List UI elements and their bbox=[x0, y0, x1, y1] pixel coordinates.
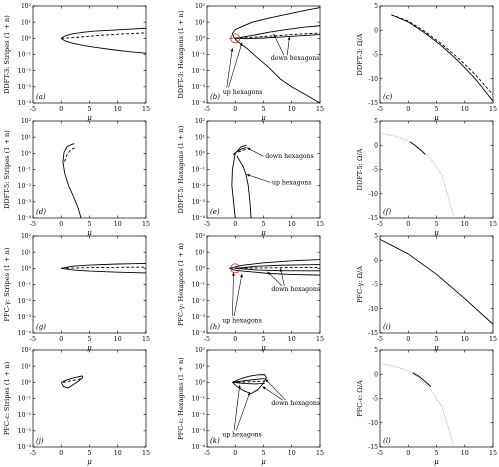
y-tick-label: -10 bbox=[368, 75, 378, 83]
y-tick-label: 0 bbox=[374, 27, 378, 35]
x-tick-label: 0 bbox=[406, 106, 411, 113]
series-group bbox=[61, 263, 146, 272]
y-tick-label: 10² bbox=[194, 233, 205, 241]
x-tick-label: 0 bbox=[59, 221, 64, 228]
y-tick-label: -5 bbox=[372, 395, 378, 403]
chart-panel-l bbox=[356, 347, 497, 466]
x-tick-label: 15 bbox=[141, 221, 151, 228]
y-tick-label: 10¹ bbox=[20, 134, 31, 142]
x-tick-label: 10 bbox=[113, 106, 122, 113]
x-axis-label: μ bbox=[261, 344, 266, 352]
x-tick-label: 10 bbox=[460, 221, 469, 228]
chart-panel-h bbox=[177, 233, 325, 355]
y-tick-label: 10⁻¹ bbox=[191, 281, 205, 289]
annotation-label: up hexagons bbox=[222, 89, 263, 97]
series-line-2 bbox=[413, 373, 431, 387]
series-line-1 bbox=[380, 133, 453, 215]
y-axis-label: PFC-γ: Stripes (1 + n) bbox=[3, 247, 11, 322]
y-tick-label: -15 bbox=[368, 444, 378, 452]
y-tick-label: 10² bbox=[20, 347, 31, 355]
chart-panel-g bbox=[3, 233, 151, 355]
x-tick-label: -5 bbox=[29, 106, 37, 113]
series-group bbox=[61, 28, 146, 53]
y-axis-label: DDFT-5: Ω/A bbox=[356, 148, 364, 191]
y-tick-label: -15 bbox=[368, 100, 378, 108]
y-axis-label: PFC-γ: Ω/A bbox=[356, 266, 364, 303]
annotation-arrow bbox=[265, 379, 285, 400]
series-group bbox=[380, 364, 453, 445]
series-group bbox=[230, 260, 320, 276]
y-tick-label: 10² bbox=[20, 118, 31, 126]
panel-label: (e) bbox=[210, 208, 220, 216]
series-group bbox=[63, 144, 81, 218]
x-axis-label: μ bbox=[87, 229, 92, 237]
panel-label: (l) bbox=[383, 437, 391, 445]
x-tick-label: 0 bbox=[59, 450, 64, 457]
chart-panel-f bbox=[356, 118, 497, 237]
x-tick-label: 15 bbox=[315, 221, 325, 228]
plot-frame bbox=[380, 121, 493, 218]
y-tick-label: 10⁻⁴ bbox=[191, 444, 205, 452]
series-line-1 bbox=[380, 239, 493, 324]
y-tick-label: 10⁻⁴ bbox=[191, 100, 205, 108]
plot-frame bbox=[33, 6, 146, 103]
y-tick-label: 10⁻⁴ bbox=[17, 444, 31, 452]
series-group bbox=[232, 375, 266, 394]
y-tick-label: 10⁻³ bbox=[191, 314, 205, 322]
y-tick-label: -15 bbox=[368, 215, 378, 223]
y-tick-label: -5 bbox=[372, 281, 378, 289]
y-tick-label: -15 bbox=[368, 330, 378, 338]
panel-label: (d) bbox=[36, 208, 46, 216]
y-axis-label: DDFT-3: Stripes (1 + n) bbox=[3, 15, 11, 94]
x-tick-label: 15 bbox=[488, 221, 498, 228]
y-tick-label: 10⁰ bbox=[20, 265, 31, 273]
annotation-label: down hexagons bbox=[271, 285, 321, 293]
y-tick-label: 10⁻² bbox=[17, 182, 31, 190]
x-tick-label: 5 bbox=[261, 336, 266, 343]
series-line-3 bbox=[232, 382, 264, 384]
x-tick-label: 15 bbox=[141, 450, 151, 457]
annotation-label: up hexagons bbox=[222, 431, 262, 439]
x-tick-label: -5 bbox=[376, 106, 384, 113]
annotation-label: up hexagons bbox=[222, 317, 262, 325]
annotation-arrow bbox=[227, 48, 233, 88]
annotation-arrow bbox=[247, 174, 271, 182]
y-tick-label: 10² bbox=[194, 118, 205, 126]
x-axis-label: μ bbox=[87, 114, 92, 122]
series-line-1 bbox=[380, 364, 453, 445]
y-tick-label: 10² bbox=[194, 3, 205, 11]
x-tick-label: -5 bbox=[203, 336, 211, 343]
chart-panel-i bbox=[356, 233, 498, 355]
y-tick-label: 10⁻⁴ bbox=[191, 330, 205, 338]
y-tick-label: 10⁻³ bbox=[191, 428, 205, 436]
chart-panel-e bbox=[177, 118, 324, 237]
x-tick-label: 15 bbox=[315, 450, 325, 457]
x-tick-label: 5 bbox=[87, 336, 92, 343]
arrow-head bbox=[238, 385, 241, 388]
x-axis-label: μ bbox=[434, 344, 439, 352]
x-tick-label: 0 bbox=[406, 450, 411, 457]
series-line-3 bbox=[235, 268, 320, 271]
y-tick-label: 0 bbox=[374, 142, 378, 150]
y-tick-label: 10⁻² bbox=[17, 67, 31, 75]
x-tick-label: 5 bbox=[434, 221, 439, 228]
plot-frame bbox=[33, 121, 146, 218]
y-tick-label: 10⁻⁴ bbox=[17, 215, 31, 223]
x-tick-label: 5 bbox=[261, 106, 266, 113]
annotation-label: down hexagons bbox=[271, 399, 321, 407]
y-tick-label: 10⁻¹ bbox=[17, 166, 31, 174]
y-tick-label: -10 bbox=[368, 190, 378, 198]
x-tick-label: 5 bbox=[434, 106, 439, 113]
y-tick-label: 10⁻¹ bbox=[191, 51, 205, 59]
y-tick-label: 5 bbox=[374, 3, 378, 11]
chart-panel-c bbox=[356, 3, 497, 122]
x-axis-label: μ bbox=[434, 229, 439, 237]
arrow-head bbox=[247, 174, 250, 177]
y-tick-label: 10⁻² bbox=[191, 67, 205, 75]
chart-panel-a bbox=[3, 3, 150, 122]
y-tick-label: 10¹ bbox=[194, 19, 205, 27]
series-line-2 bbox=[65, 148, 75, 162]
annotation-arrow bbox=[232, 273, 233, 317]
y-axis-label: PFC-γ: Hexagons (1 + n) bbox=[177, 242, 185, 327]
y-tick-label: 10⁻⁴ bbox=[17, 330, 31, 338]
y-tick-label: 10¹ bbox=[20, 19, 31, 27]
x-tick-label: 15 bbox=[315, 336, 325, 343]
series-group bbox=[391, 15, 493, 101]
y-tick-label: 10⁻³ bbox=[191, 84, 205, 92]
x-axis-label: μ bbox=[434, 114, 439, 122]
x-tick-label: 10 bbox=[113, 221, 122, 228]
panel-label: (c) bbox=[383, 93, 393, 101]
x-tick-label: 10 bbox=[460, 336, 469, 343]
chart-panel-k bbox=[177, 347, 324, 466]
y-tick-label: 5 bbox=[374, 233, 378, 241]
x-tick-label: 15 bbox=[488, 106, 498, 113]
x-axis-label: μ bbox=[261, 229, 266, 237]
y-tick-label: 10¹ bbox=[20, 363, 31, 371]
panel-label: (k) bbox=[210, 437, 220, 445]
plot-frame bbox=[33, 350, 146, 447]
annotation-arrow bbox=[234, 274, 242, 316]
plot-frame bbox=[380, 236, 493, 333]
x-tick-label: -5 bbox=[203, 106, 211, 113]
y-tick-label: 10¹ bbox=[194, 134, 205, 142]
y-tick-label: 10⁰ bbox=[194, 379, 205, 387]
y-tick-label: 10¹ bbox=[20, 249, 31, 257]
x-axis-label: μ bbox=[87, 344, 92, 352]
arrow-head bbox=[240, 274, 243, 277]
x-tick-label: 5 bbox=[261, 221, 266, 228]
y-tick-label: 10⁻² bbox=[191, 182, 205, 190]
y-tick-label: 10⁻² bbox=[17, 297, 31, 305]
x-tick-label: 5 bbox=[261, 450, 266, 457]
series-group bbox=[232, 145, 251, 218]
y-tick-label: 10⁰ bbox=[20, 35, 31, 43]
annotation-label: down hexagons bbox=[270, 55, 320, 63]
y-tick-label: 10⁻³ bbox=[17, 199, 31, 207]
x-tick-label: 10 bbox=[287, 450, 296, 457]
series-line-1 bbox=[232, 145, 247, 218]
y-tick-label: 10⁻³ bbox=[17, 84, 31, 92]
chart-panel-d bbox=[3, 118, 150, 237]
y-tick-label: 10⁻² bbox=[191, 411, 205, 419]
arrow-head bbox=[262, 387, 265, 390]
panel-label: (b) bbox=[210, 93, 220, 101]
x-tick-label: -5 bbox=[376, 221, 384, 228]
x-tick-label: 0 bbox=[59, 106, 64, 113]
y-tick-label: 10⁰ bbox=[20, 379, 31, 387]
y-tick-label: 5 bbox=[374, 347, 378, 355]
x-tick-label: 10 bbox=[287, 336, 296, 343]
plot-frame bbox=[33, 236, 146, 333]
y-tick-label: -10 bbox=[368, 305, 378, 313]
series-line-2 bbox=[391, 15, 493, 95]
series-line-2 bbox=[237, 156, 251, 218]
plot-frame bbox=[380, 6, 493, 103]
annotation-label: up hexagons bbox=[271, 179, 312, 187]
x-tick-label: 0 bbox=[233, 450, 238, 457]
y-tick-label: 10⁰ bbox=[194, 35, 205, 43]
panel-label: (i) bbox=[383, 323, 391, 331]
y-axis-label: DDFT-3: Ω/A bbox=[356, 33, 364, 76]
y-tick-label: 10⁻⁴ bbox=[17, 100, 31, 108]
x-tick-label: 15 bbox=[488, 450, 498, 457]
y-tick-label: 10¹ bbox=[194, 363, 205, 371]
y-tick-label: 0 bbox=[374, 257, 378, 265]
y-tick-label: 10⁻¹ bbox=[17, 281, 31, 289]
x-tick-label: 0 bbox=[406, 221, 411, 228]
y-tick-label: 10⁻² bbox=[191, 297, 205, 305]
x-tick-label: 10 bbox=[287, 106, 296, 113]
series-group bbox=[380, 133, 453, 215]
y-tick-label: 10² bbox=[20, 233, 31, 241]
y-axis-label: DDFT-5: Stripes (1 + n) bbox=[3, 130, 11, 209]
x-axis-label: μ bbox=[87, 458, 92, 466]
series-line-2 bbox=[235, 26, 320, 39]
y-axis-label: PFC-ε: Stripes (1 + n) bbox=[3, 361, 11, 436]
x-axis-label: μ bbox=[434, 458, 439, 466]
chart-panel-b bbox=[177, 3, 324, 122]
x-tick-label: 5 bbox=[434, 336, 439, 343]
y-tick-label: 10⁰ bbox=[20, 150, 31, 158]
y-tick-label: 10⁻³ bbox=[17, 428, 31, 436]
y-tick-label: 10² bbox=[20, 3, 31, 11]
y-tick-label: -10 bbox=[368, 419, 378, 427]
x-tick-label: 5 bbox=[434, 450, 439, 457]
x-tick-label: -5 bbox=[29, 336, 37, 343]
x-tick-label: -5 bbox=[376, 450, 384, 457]
y-tick-label: 10⁻² bbox=[17, 411, 31, 419]
y-tick-label: -5 bbox=[372, 51, 378, 59]
series-group bbox=[380, 239, 493, 324]
x-tick-label: 10 bbox=[113, 450, 122, 457]
y-axis-label: PFC-ε: Ω/A bbox=[356, 380, 364, 417]
x-tick-label: 10 bbox=[460, 106, 469, 113]
y-tick-label: 10⁻¹ bbox=[191, 166, 205, 174]
annotation-label: down hexagons bbox=[265, 153, 314, 161]
plot-frame bbox=[207, 121, 320, 218]
panel-label: (g) bbox=[36, 323, 46, 331]
x-tick-label: 15 bbox=[488, 336, 498, 343]
y-tick-label: 10⁻¹ bbox=[17, 51, 31, 59]
series-line-1 bbox=[391, 15, 493, 101]
series-group bbox=[61, 376, 82, 388]
x-tick-label: -5 bbox=[29, 450, 37, 457]
series-line-1 bbox=[61, 28, 146, 53]
x-tick-label: 0 bbox=[59, 336, 64, 343]
annotation-arrow bbox=[228, 43, 242, 88]
y-tick-label: 10⁻¹ bbox=[17, 395, 31, 403]
x-axis-label: μ bbox=[261, 114, 266, 122]
y-tick-label: -5 bbox=[372, 166, 378, 174]
x-tick-label: 15 bbox=[141, 336, 151, 343]
x-tick-label: 0 bbox=[233, 221, 238, 228]
y-tick-label: 10⁻¹ bbox=[191, 395, 205, 403]
panel-label: (f) bbox=[383, 208, 392, 216]
series-line-2 bbox=[410, 142, 425, 155]
y-tick-label: 10⁰ bbox=[194, 265, 205, 273]
arrow-head bbox=[280, 268, 283, 271]
series-line-2 bbox=[61, 267, 146, 268]
x-tick-label: 5 bbox=[87, 450, 92, 457]
y-tick-label: 0 bbox=[374, 371, 378, 379]
x-axis-label: μ bbox=[261, 458, 266, 466]
y-tick-label: 10⁻³ bbox=[191, 199, 205, 207]
x-tick-label: 10 bbox=[287, 221, 296, 228]
annotation-arrow bbox=[262, 387, 282, 401]
x-tick-label: -5 bbox=[29, 221, 37, 228]
x-tick-label: 5 bbox=[87, 106, 92, 113]
arrow-head bbox=[231, 48, 234, 51]
x-tick-label: 10 bbox=[113, 336, 122, 343]
y-tick-label: 10⁰ bbox=[194, 150, 205, 158]
x-tick-label: 15 bbox=[141, 106, 151, 113]
x-tick-label: -5 bbox=[203, 450, 211, 457]
y-tick-label: 5 bbox=[374, 118, 378, 126]
x-tick-label: 15 bbox=[315, 106, 325, 113]
x-tick-label: -5 bbox=[203, 221, 211, 228]
x-tick-label: 10 bbox=[460, 450, 469, 457]
y-axis-label: DDFT-5: Hexagons (1 + n) bbox=[177, 125, 185, 214]
series-line-1 bbox=[63, 144, 81, 218]
y-axis-label: PFC-ε: Hexagons (1 + n) bbox=[177, 357, 185, 440]
y-axis-label: DDFT-3: Hexagons (1 + n) bbox=[177, 10, 185, 99]
chart-panel-j bbox=[3, 347, 150, 466]
panel-label: (a) bbox=[36, 93, 46, 101]
x-tick-label: 5 bbox=[87, 221, 92, 228]
x-tick-label: -5 bbox=[376, 336, 384, 343]
panel-label: (h) bbox=[210, 323, 220, 331]
x-tick-label: 0 bbox=[233, 106, 238, 113]
y-tick-label: 10⁻⁴ bbox=[191, 215, 205, 223]
panel-label: (j) bbox=[36, 437, 44, 445]
y-tick-label: 10¹ bbox=[194, 249, 205, 257]
x-tick-label: 0 bbox=[233, 336, 238, 343]
y-tick-label: 10² bbox=[194, 347, 205, 355]
x-tick-label: 0 bbox=[406, 336, 411, 343]
y-tick-label: 10⁻³ bbox=[17, 314, 31, 322]
